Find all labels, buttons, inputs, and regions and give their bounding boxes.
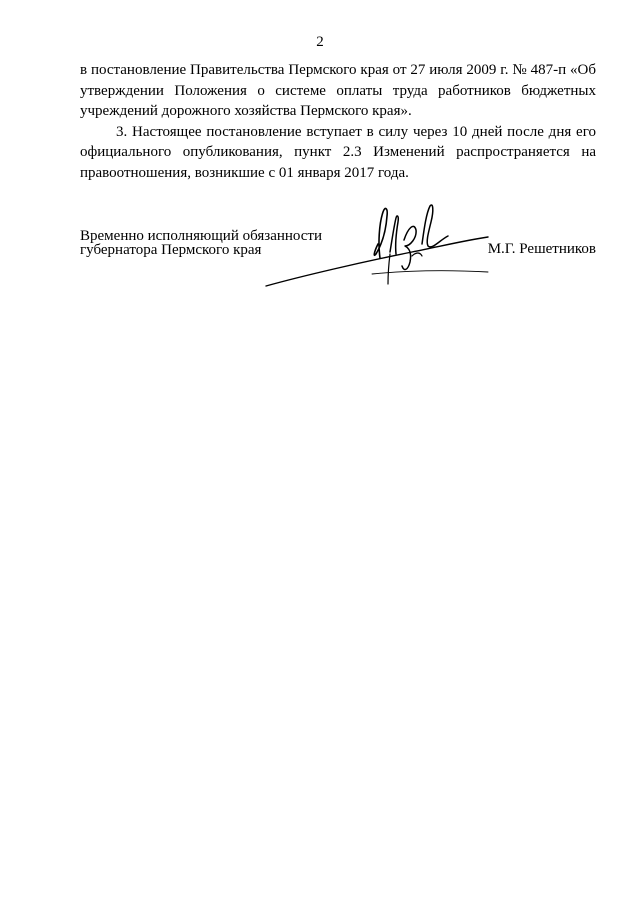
signer-title-line2: губернатора Пермского края xyxy=(80,242,262,258)
signer-name: М.Г. Решетников xyxy=(487,241,596,257)
page-number: 2 xyxy=(316,34,324,50)
signer-title-line1: Временно исполняющий обязанности xyxy=(80,228,323,244)
paragraph-continuation: в постановление Правительства Пермского края от 27 июля 2009 г. № 487-п «Об утверждении Положения о системе оплаты труда работников бюджетных учреждений дорожного хозяйства Пермского края». xyxy=(80,62,596,119)
paragraph-3: 3. Настоящее постановление вступает в силу через 10 дней после дня его официального опубликования, пункт 2.3 Изменений распространяется на правоотношения, возникшие с 01 января 2017 года. xyxy=(80,123,596,181)
body-text xyxy=(80,60,596,183)
handwritten-signature-icon xyxy=(262,200,492,290)
